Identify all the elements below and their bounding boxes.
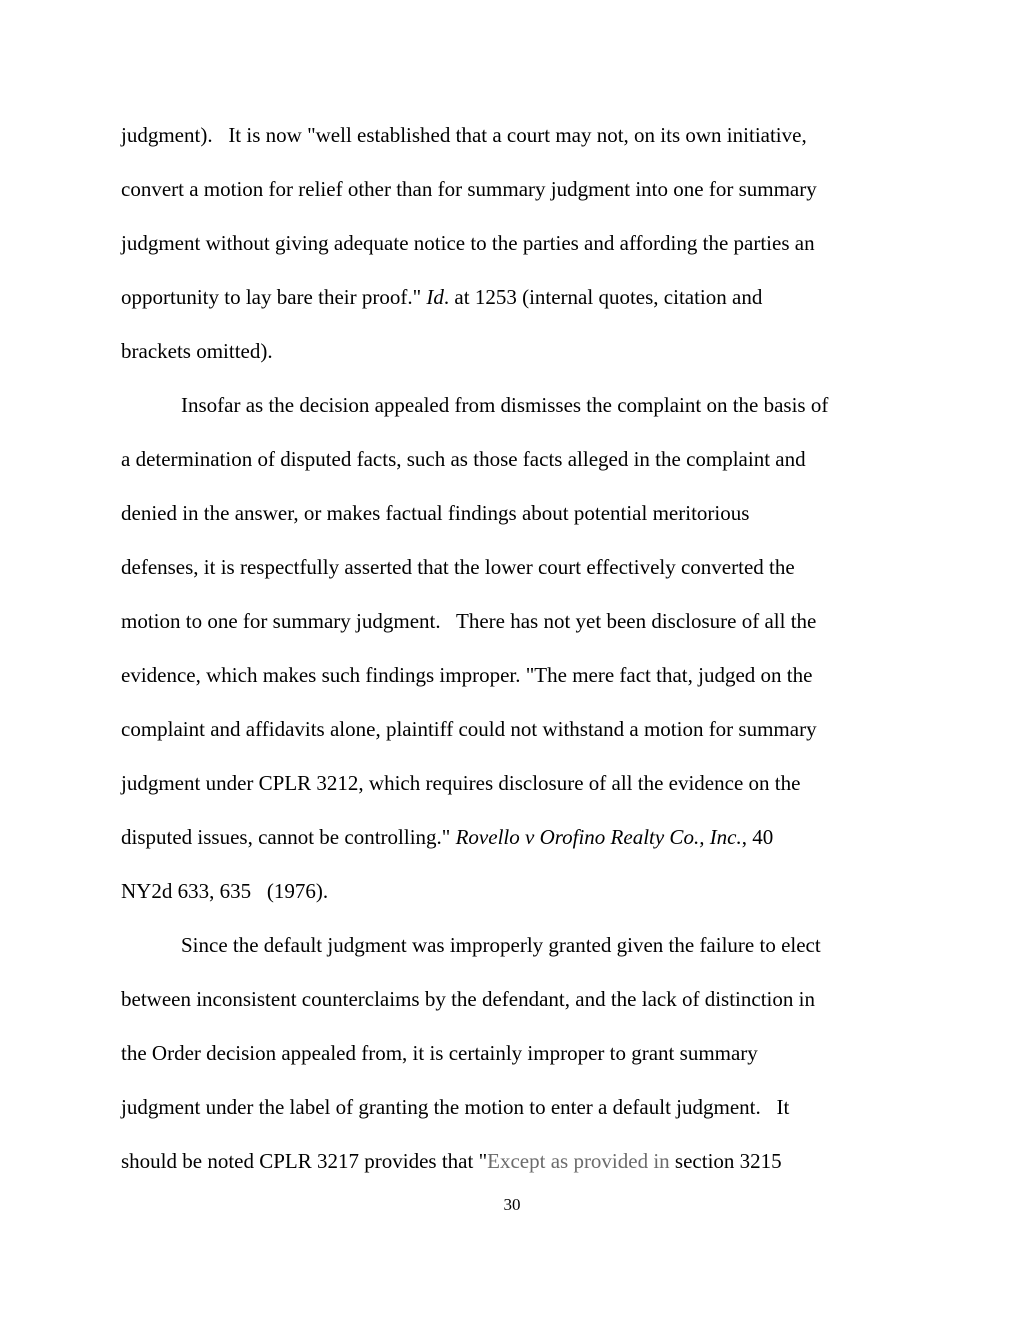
text-line <box>121 285 762 309</box>
text-line: evidence, which makes such findings improper. "The mere fact that, judged on the <box>121 663 813 687</box>
text-line: judgment). It is now "well established that a court may not, on its own initiative, <box>121 123 807 147</box>
text-line: between inconsistent counterclaims by the defendant, and the lack of distinction in <box>121 987 815 1011</box>
text-run: , 40 <box>741 825 774 849</box>
text-line: judgment without giving adequate notice to the parties and affording the parties an <box>121 231 815 255</box>
text-line: Insofar as the decision appealed from dismisses the complaint on the basis of <box>181 393 829 417</box>
text-line: motion to one for summary judgment. There has not yet been disclosure of all the <box>121 609 817 633</box>
text-line: Since the default judgment was improperly granted given the failure to elect <box>181 933 821 957</box>
text-run: section 3215 <box>669 1149 782 1173</box>
text-line: the Order decision appealed from, it is certainly improper to grant summary <box>121 1041 758 1065</box>
text-line: judgment under the label of granting the motion to enter a default judgment. It <box>121 1095 790 1119</box>
text-line: judgment under CPLR 3212, which requires disclosure of all the evidence on the <box>121 771 801 795</box>
text-line: brackets omitted). <box>121 339 273 363</box>
text-line: NY2d 633, 635 (1976). <box>121 879 329 903</box>
text-run: disputed issues, cannot be controlling." <box>121 825 456 849</box>
text-run: . at 1253 (internal quotes, citation and <box>443 285 763 309</box>
text-line: complaint and affidavits alone, plaintiff could not withstand a motion for summary <box>121 717 817 741</box>
text-line: defenses, it is respectfully asserted that the lower court effectively converted the <box>121 555 795 579</box>
case-citation: Rovello v Orofino Realty Co., Inc. <box>455 825 742 849</box>
text-line: convert a motion for relief other than for summary judgment into one for summary <box>121 177 817 201</box>
page-number: 30 <box>503 1195 521 1214</box>
text-run: opportunity to lay bare their proof." <box>121 285 427 309</box>
quoted-statute-text: Except as provided in <box>487 1149 670 1173</box>
text-run: should be noted CPLR 3217 provides that " <box>121 1149 488 1173</box>
text-line: a determination of disputed facts, such as those facts alleged in the complaint and <box>121 447 806 471</box>
text-line <box>121 1149 782 1173</box>
citation-id: Id <box>426 285 444 309</box>
text-line <box>121 825 773 849</box>
text-line: denied in the answer, or makes factual findings about potential meritorious <box>121 501 750 525</box>
